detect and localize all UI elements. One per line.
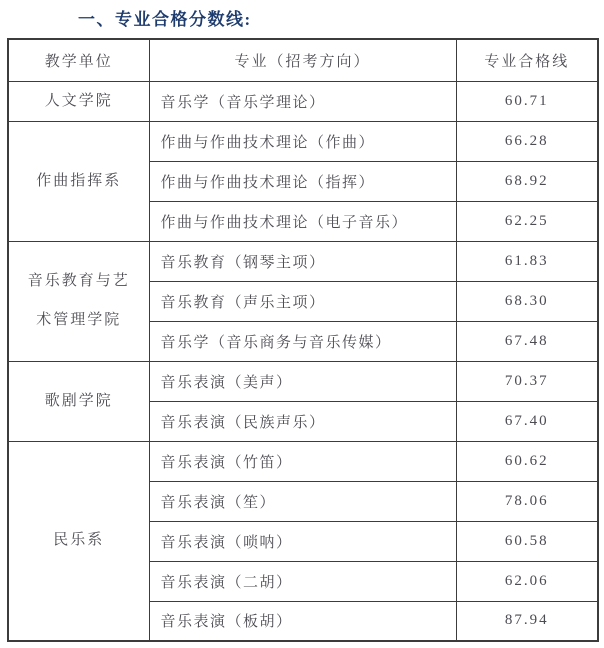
score-cell: 70.37: [456, 361, 598, 401]
major-cell: 音乐表演（唢呐）: [149, 521, 456, 561]
unit-cell: 民乐系: [8, 441, 149, 641]
major-cell: 音乐表演（竹笛）: [149, 441, 456, 481]
unit-cell: 作曲指挥系: [8, 121, 149, 241]
major-cell: 作曲与作曲技术理论（指挥）: [149, 161, 456, 201]
section-title: 一、专业合格分数线:: [78, 10, 252, 29]
major-cell: 音乐教育（钢琴主项）: [149, 241, 456, 281]
table-row: [8, 81, 598, 121]
major-cell: 作曲与作曲技术理论（电子音乐）: [149, 201, 456, 241]
table-header-row: [8, 39, 598, 81]
unit-cell: 歌剧学院: [8, 361, 149, 441]
unit-cell: 人文学院: [8, 81, 149, 121]
major-cell: 音乐表演（笙）: [149, 481, 456, 521]
header-unit: 教学单位: [8, 39, 149, 81]
major-cell: 音乐表演（民族声乐）: [149, 401, 456, 441]
header-major: 专业（招考方向）: [149, 39, 456, 81]
score-cell: 68.92: [456, 161, 598, 201]
score-cell: 67.48: [456, 321, 598, 361]
table-row: [8, 121, 598, 161]
score-cell: 67.40: [456, 401, 598, 441]
major-cell: 音乐学（音乐商务与音乐传媒）: [149, 321, 456, 361]
score-cell: 62.25: [456, 201, 598, 241]
score-cell: 66.28: [456, 121, 598, 161]
unit-cell: 音乐教育与艺术管理学院: [8, 241, 149, 361]
table-row: [8, 241, 598, 281]
table-row: [8, 361, 598, 401]
major-cell: 音乐学（音乐学理论）: [149, 81, 456, 121]
score-cell: 61.83: [456, 241, 598, 281]
score-cell: 87.94: [456, 601, 598, 641]
table-row: [8, 441, 598, 481]
score-cell: 68.30: [456, 281, 598, 321]
major-cell: 音乐教育（声乐主项）: [149, 281, 456, 321]
score-cell: 60.58: [456, 521, 598, 561]
header-score: 专业合格线: [456, 39, 598, 81]
score-cell: 78.06: [456, 481, 598, 521]
score-cell: 62.06: [456, 561, 598, 601]
major-cell: 音乐表演（二胡）: [149, 561, 456, 601]
major-cell: 音乐表演（板胡）: [149, 601, 456, 641]
major-cell: 作曲与作曲技术理论（作曲）: [149, 121, 456, 161]
score-table: [7, 38, 599, 642]
score-cell: 60.71: [456, 81, 598, 121]
score-cell: 60.62: [456, 441, 598, 481]
major-cell: 音乐表演（美声）: [149, 361, 456, 401]
